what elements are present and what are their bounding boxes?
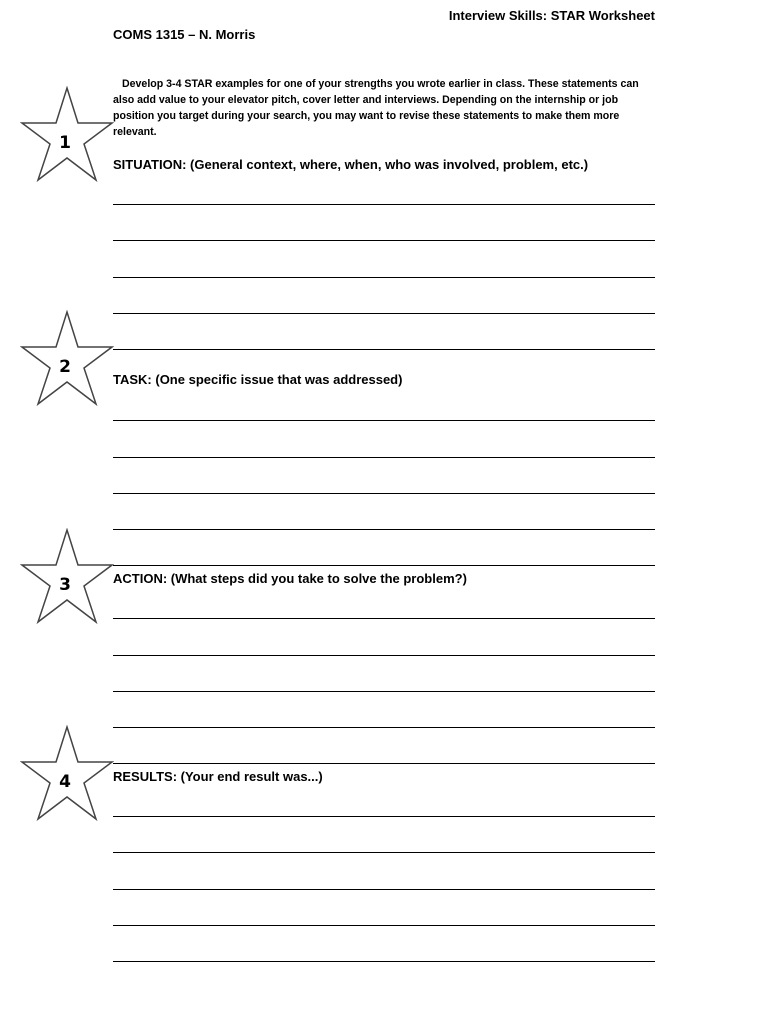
results-line-5[interactable] [113, 961, 655, 962]
task-line-3[interactable] [113, 493, 655, 494]
star-4-number: 4 [59, 772, 71, 792]
task-heading: TASK: (One specific issue that was addressed) [113, 372, 403, 387]
results-line-2[interactable] [113, 852, 655, 853]
star-1-icon [20, 86, 114, 184]
results-line-3[interactable] [113, 889, 655, 890]
action-line-2[interactable] [113, 655, 655, 656]
situation-heading: SITUATION: (General context, where, when, who was involved, problem, etc.) [113, 157, 589, 172]
task-line-5[interactable] [113, 565, 655, 566]
star-3-number: 3 [59, 575, 71, 595]
situation-line-3[interactable] [113, 277, 655, 278]
star-2-icon [20, 310, 114, 408]
task-line-4[interactable] [113, 529, 655, 530]
task-line-2[interactable] [113, 457, 655, 458]
results-line-1[interactable] [113, 816, 655, 817]
results-line-4[interactable] [113, 925, 655, 926]
star-4-icon [20, 725, 114, 823]
action-line-1[interactable] [113, 618, 655, 619]
results-heading: RESULTS: (Your end result was...) [113, 769, 323, 784]
action-line-4[interactable] [113, 727, 655, 728]
situation-line-5[interactable] [113, 349, 655, 350]
action-line-5[interactable] [113, 763, 655, 764]
task-line-1[interactable] [113, 420, 655, 421]
situation-line-1[interactable] [113, 204, 655, 205]
action-heading: ACTION: (What steps did you take to solve the problem?) [113, 571, 467, 586]
star-2-number: 2 [59, 357, 71, 377]
course-label: COMS 1315 – N. Morris [113, 27, 256, 42]
star-3-icon [20, 528, 114, 626]
situation-line-4[interactable] [113, 313, 655, 314]
action-line-3[interactable] [113, 691, 655, 692]
intro-paragraph: Develop 3-4 STAR examples for one of your strengths you wrote earlier in class. These statements can also add value to your elevator pitch, cover letter and interviews. Depending on the internship or job position you target during your search, you may want to revise these statements to make them more relevant. [113, 78, 639, 138]
situation-line-2[interactable] [113, 240, 655, 241]
worksheet-title: Interview Skills: STAR Worksheet [448, 8, 655, 23]
star-1-number: 1 [59, 133, 71, 153]
